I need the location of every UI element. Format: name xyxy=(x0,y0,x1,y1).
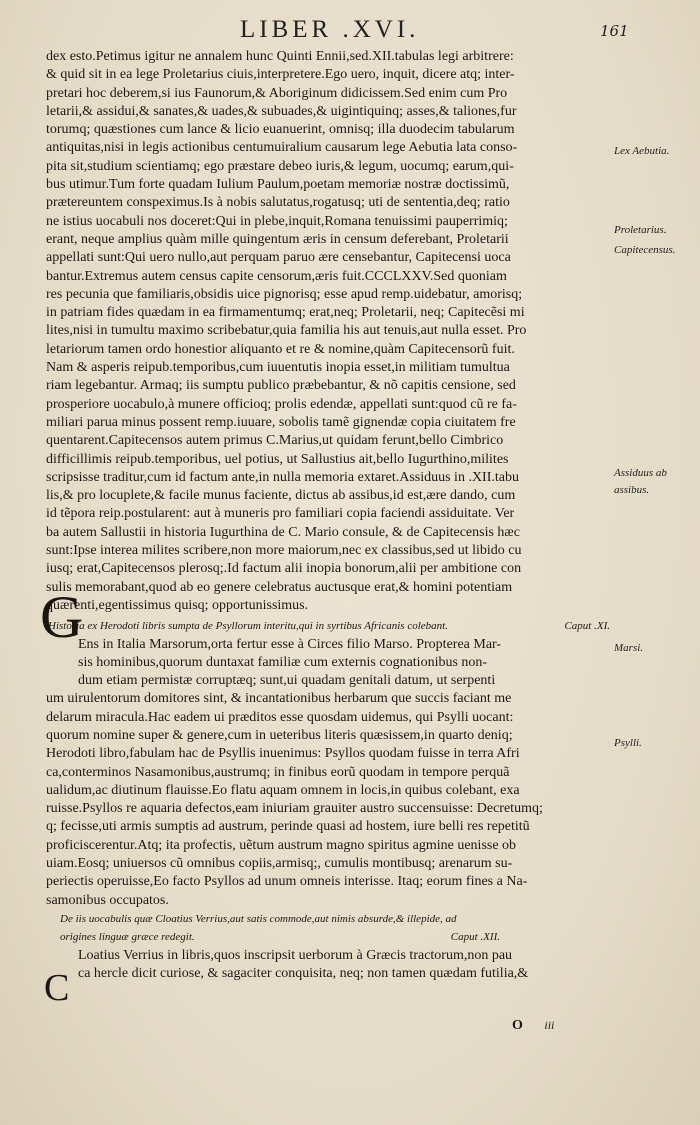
text-line: Herodoti libro,fabulam hac de Psyllis inuenimus: Psyllos quodam fuisse in terra Afri xyxy=(46,746,520,762)
text-line: uiam.Eosq; uniuersos cũ omnibus copiis,armisq;, cumulis montibusq; arenarum su- xyxy=(46,856,513,872)
text-line: letariorum tamen ordo honestior aliquanto et re & nomine,quàm Capitecensorũ fuit. xyxy=(46,341,515,357)
text-line: sulis memorabant,quod ab eo genere celebratus auctusque erat,& homini potentiam xyxy=(46,579,513,595)
text-line: quentarent.Capitecensos autem primus C.Marius,ut quidam ferunt,bello Cimbrico xyxy=(46,433,504,449)
signature-letter: O xyxy=(512,1018,523,1033)
text-line: Loatius Verrius in libris,quos inscripsit uerborum à Græcis tractorum,non pau xyxy=(78,947,513,963)
chapter-xi-body xyxy=(46,636,610,910)
text-line: ba autem Sallustii in historia Iugurthina de C. Mario consule, & de Capitecensis hæc xyxy=(46,524,520,540)
text-line: torumq; quæstiones cum lance & licio euanuerint, omnisq; illa duodecim tabularum xyxy=(46,122,515,138)
text-line: id tẽpora reip.postularent: aut à muneris pro familiari copia faciendi assiduitate. Ver xyxy=(46,506,515,522)
page-number: 161 xyxy=(600,22,629,40)
text-line: sis hominibus,quorum duntaxat familiæ cum externis cognationibus non- xyxy=(78,654,488,670)
text-line: ca hercle dicit curiose, & sagaciter conquisita, neq; non tamen quædam futilia,& xyxy=(78,965,529,981)
text-line: ualidum,ac diutinum flauisse.Eo flatu aquam omnem in locis,in quibus colebant, exa xyxy=(46,782,520,798)
chapter-xi-caput: Caput .XI. xyxy=(564,620,610,633)
text-line: dex esto.Petimus igitur ne annalem hunc Quinti Ennii,sed.XII.tabulas legi arbitrere: xyxy=(46,49,514,64)
text-line: scripsisse traditur,cum id factum ante,in nulla memoria extaret.Assiduus in .XII.tabu xyxy=(46,469,519,485)
text-line: um uirulentorum domitores sint, & incantationibus herbarum que succis faciant me xyxy=(46,691,512,707)
text-line: difficillimis reipub.temporibus, uel potius, ut Sallustius ait,bello Iugurthino,milites xyxy=(46,451,509,467)
signature-mark xyxy=(512,1018,554,1034)
text-line: prosperiore uocabulo,à munere officioq; prolis edendæ, appellati sunt:quod cũ re fa- xyxy=(46,396,517,412)
body-text xyxy=(46,48,610,983)
chapter-xii-body xyxy=(46,947,610,984)
text-line: delarum miracula.Hac eadem ui præditos esse quosdam uidemus, qui Psylli uocant: xyxy=(46,709,514,725)
text-line: Ens in Italia Marsorum,orta fertur esse à Circes filio Marso. Propterea Mar- xyxy=(78,636,502,652)
text-line: quærenti,egentissimus quisq; opportunissimus. xyxy=(46,597,309,613)
text-line: ca,conterminos Nasamonibus,austrumq; in finibus eorũ quodam in tempore perquã xyxy=(46,764,510,780)
chapter-xi-heading xyxy=(46,617,610,635)
chapter-xii-caput: Caput .XII. xyxy=(450,931,500,944)
text-line: lis,& pro locuplete,& facile munus faciente, dictus ab assibus,id est,ære dando, cum xyxy=(46,488,516,504)
text-line: pretari hoc deberem,si ius Faunorum,& Aboriginum didicissem.Sed enim cum Pro xyxy=(46,85,508,101)
margin-note-assiduus-2: assibus. xyxy=(614,484,650,496)
text-line: bantur.Extremus autem census capite censorum,æris fuit.CCCLXXV.Sed quoniam xyxy=(46,268,507,284)
text-line: sunt:Ipse interea milites scribere,non more maiorum,nec ex classibus,sed ut libido cu xyxy=(46,543,522,559)
margin-note-marsi: Marsi. xyxy=(614,642,644,654)
page-header xyxy=(0,14,700,46)
margin-note-proletarius: Proletarius. xyxy=(614,224,667,236)
text-line: res pecunia que familiaris,obsidis uice pignorisq; esse apud remp.uidebatur, amorisq; xyxy=(46,286,523,302)
drop-cap-g: G xyxy=(40,584,84,650)
text-line: proficiscerentur.Atq; ita profectis, uẽtum austrum magno spiritus agmine uenisse ob xyxy=(46,837,517,853)
text-line: riam legebantur. Armaq; iis sumptu publico præbebantur, & nõ capitis censione, sed xyxy=(46,378,516,394)
text-line: pita sit,studium scientiamq; ego præstare debeo iuris,& legum, uocumq; earum,qui- xyxy=(46,158,514,174)
chapter-xii-title-line-1: De iis uocabulis quæ Cloatius Verrius,aut satis commode,aut nimis absurde,& illepide, ad xyxy=(60,912,457,925)
margin-note-capitecensus: Capitecensus. xyxy=(614,244,676,256)
text-line: periectis operuisse,Eo facto Psyllos ad unum omneis interisse. Itaq; eorum fines a Na- xyxy=(46,874,528,890)
text-line: q; fecisse,uti armis sumptis ad austrum, perinde quasi ad hostem, iure belli res repetitũ xyxy=(46,819,530,835)
text-line: ne istius uocabuli nos doceret:Qui in plebe,inquit,Romana tenuissimi pauperrimiq; xyxy=(46,213,508,229)
signature-number: iii xyxy=(544,1018,555,1032)
text-line: antiquitas,nisi in legis actionibus centumuiralium causarum lege Aebutia lata conso- xyxy=(46,140,518,156)
main-paragraph xyxy=(46,48,610,615)
margin-note-lex-aebutia: Lex Aebutia. xyxy=(614,145,670,157)
text-line: prætereuntem conspeximus.Is à nobis salutatus,rogatusq; uti de sententia,deq; ratio xyxy=(46,195,510,211)
text-line: in patriam fides quædam in ea firmamentumq; erat,neq; Proletarii, neq; Capitecẽsi mi xyxy=(46,305,525,321)
text-line: erant, neque amplius quàm mille quingentum æris in censum deferebant, Proletarii xyxy=(46,231,509,247)
text-line: letarii,& assidui,& sanates,& uades,& subuades,& uigintiquinq; asses,& taliones,fur xyxy=(46,103,517,119)
text-line: bus utimur.Tum forte quadam Iulium Paulum,poetam memoriæ nostræ doctissimũ, xyxy=(46,177,510,193)
margin-note-psylli: Psylli. xyxy=(614,737,642,749)
text-line: miliari parua minus possent remp.iuuare, sobolis tamẽ gignendæ copia ciuitatem fre xyxy=(46,414,516,430)
text-line: lites,nisi in tumultu maximo scribebatur,quia familia his aut tenuis,aut nulla esset. Pro xyxy=(46,323,527,339)
chapter-xi-title: Historia ex Herodoti libris sumpta de Psyllorum interitu,qui in syrtibus Africanis colebant. xyxy=(48,620,448,633)
chapter-xii-title-line-2-row xyxy=(60,928,500,946)
text-line: samonibus occupatos. xyxy=(46,892,169,908)
chapter-xii-title-line-2: origines linguæ græce redegit. xyxy=(60,931,195,944)
text-line: iusq; erat,Capitecensos plerosq;.Id factum alii inopia bonorum,alii per ambitione con xyxy=(46,561,522,577)
running-title: LIBER .XVI. xyxy=(240,16,420,43)
margin-note-assiduus: Assiduus ab xyxy=(614,467,667,479)
chapter-xii-heading xyxy=(46,910,610,947)
text-line: Nam & asperis reipub.temporibus,cum iuuentutis inopia esset,in militiam tumultua xyxy=(46,360,510,376)
drop-cap-c: C xyxy=(44,967,70,1009)
text-line: appellati sunt:Qui uero nullo,aut perquam paruo ære censebantur, Capitecensi uoca xyxy=(46,250,511,266)
text-line: dum etiam permistæ corruptæq; sunt,ui quadam genitali datum, ut serpenti xyxy=(78,673,496,689)
text-line: quorum nomine super & genere,cum in ueteribus literis quæsissem,in quarto deniq; xyxy=(46,727,513,743)
text-line: ruisse.Psyllos re aquaria defectos,eam iniuriam grauiter austro succensuisse: Decretumq; xyxy=(46,801,543,817)
text-line: & quid sit in ea lege Proletarius ciuis,interpretere.Ego uero, inquit, dicere atq; inter- xyxy=(46,67,515,83)
